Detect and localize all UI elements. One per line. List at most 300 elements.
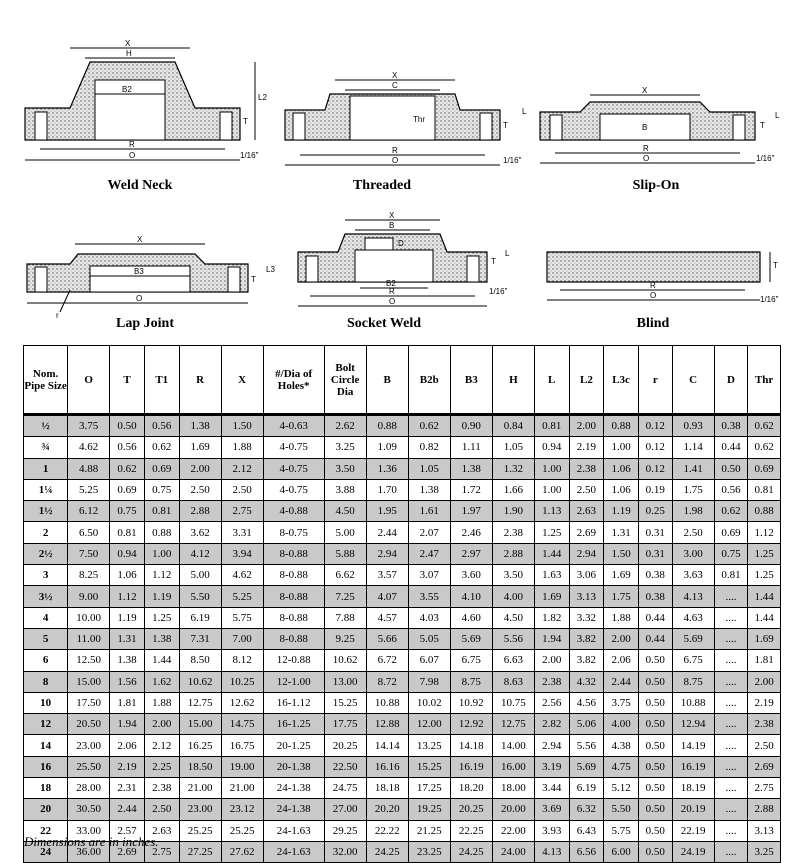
- table-cell: 1.00: [144, 543, 179, 564]
- table-cell: 3.13: [748, 820, 781, 841]
- pipe-size-cell: 22: [24, 820, 68, 841]
- table-cell: 6.63: [492, 650, 534, 671]
- table-cell: 12.50: [68, 650, 110, 671]
- table-cell: 2.00: [748, 671, 781, 692]
- table-row: [24, 778, 781, 799]
- table-cell: 4-0.75: [263, 458, 324, 479]
- socket-weld-label-x: X: [389, 211, 395, 220]
- table-cell: 0.88: [748, 501, 781, 522]
- table-cell: 1.70: [366, 479, 408, 500]
- table-cell: 4.56: [569, 692, 604, 713]
- caption-blind: Blind: [636, 316, 670, 331]
- table-cell: 6.50: [68, 522, 110, 543]
- table-cell: 3.75: [68, 415, 110, 437]
- table-cell: 0.81: [110, 522, 145, 543]
- table-cell: 1.50: [604, 543, 639, 564]
- table-cell: ....: [714, 586, 748, 607]
- table-cell: 2.38: [748, 714, 781, 735]
- table-cell: 1.81: [748, 650, 781, 671]
- table-cell: 15.00: [68, 671, 110, 692]
- socket-weld-label-l: L: [505, 249, 510, 258]
- table-cell: ....: [714, 735, 748, 756]
- table-cell: 0.62: [748, 415, 781, 437]
- weld-neck-label-b2: B2: [122, 85, 132, 94]
- table-cell: 1.56: [110, 671, 145, 692]
- table-cell: 28.00: [68, 778, 110, 799]
- table-cell: 0.62: [408, 415, 450, 437]
- table-row: [24, 586, 781, 607]
- table-cell: 17.25: [408, 778, 450, 799]
- lap-joint-drawing: [27, 235, 275, 320]
- table-cell: 0.69: [748, 458, 781, 479]
- table-header-row: [24, 346, 781, 415]
- table-cell: 3.50: [492, 565, 534, 586]
- table-cell: 5.00: [179, 565, 221, 586]
- table-cell: 3.00: [672, 543, 714, 564]
- table-cell: 18.20: [450, 778, 492, 799]
- table-cell: 7.98: [408, 671, 450, 692]
- table-cell: 1.88: [144, 692, 179, 713]
- table-cell: 4.07: [366, 586, 408, 607]
- column-header: #/Dia of Holes*: [263, 346, 324, 415]
- table-cell: 3.82: [569, 650, 604, 671]
- table-cell: 10.25: [221, 671, 263, 692]
- table-cell: 5.69: [569, 756, 604, 777]
- table-cell: 1.25: [748, 543, 781, 564]
- table-cell: 3.44: [534, 778, 569, 799]
- table-cell: 6.19: [569, 778, 604, 799]
- table-cell: 2.44: [110, 799, 145, 820]
- table-cell: 27.25: [179, 841, 221, 862]
- table-cell: 7.50: [68, 543, 110, 564]
- table-cell: 0.50: [638, 692, 672, 713]
- table-cell: 1.12: [144, 565, 179, 586]
- table-cell: 18.00: [492, 778, 534, 799]
- threaded-label-gap: 1/16": [503, 156, 522, 165]
- table-cell: 2.88: [492, 543, 534, 564]
- table-row: [24, 437, 781, 458]
- table-cell: 8.12: [221, 650, 263, 671]
- threaded-label-t: T: [503, 121, 508, 130]
- table-cell: 2.00: [604, 628, 639, 649]
- table-cell: 2.44: [366, 522, 408, 543]
- table-cell: 2.75: [748, 778, 781, 799]
- table-row: [24, 628, 781, 649]
- table-cell: 18.18: [366, 778, 408, 799]
- pipe-size-cell: 8: [24, 671, 68, 692]
- table-cell: 3.69: [534, 799, 569, 820]
- table-cell: 15.00: [179, 714, 221, 735]
- table-cell: 4.88: [68, 458, 110, 479]
- table-cell: 1.00: [604, 437, 639, 458]
- table-cell: 32.00: [324, 841, 366, 862]
- table-cell: 0.50: [638, 799, 672, 820]
- table-cell: 1.25: [534, 522, 569, 543]
- table-cell: 18.19: [672, 778, 714, 799]
- blind-drawing: [547, 252, 779, 304]
- flange-drawings: [0, 0, 800, 340]
- table-cell: 0.88: [604, 415, 639, 437]
- table-row: [24, 650, 781, 671]
- pipe-size-cell: 3: [24, 565, 68, 586]
- table-cell: 4-0.63: [263, 415, 324, 437]
- pipe-size-cell: 14: [24, 735, 68, 756]
- table-cell: 1.98: [672, 501, 714, 522]
- table-cell: 10.92: [450, 692, 492, 713]
- table-cell: 0.81: [748, 479, 781, 500]
- table-cell: 5.00: [324, 522, 366, 543]
- table-cell: 4.75: [604, 756, 639, 777]
- table-cell: 4.03: [408, 607, 450, 628]
- table-cell: ....: [714, 671, 748, 692]
- table-cell: 1.06: [604, 458, 639, 479]
- slip-on-drawing: [540, 86, 780, 163]
- table-cell: 4.63: [672, 607, 714, 628]
- lap-joint-label-r: r: [56, 311, 59, 320]
- weld-neck-label-t: T: [243, 117, 248, 126]
- table-cell: 22.00: [492, 820, 534, 841]
- table-cell: 2.38: [534, 671, 569, 692]
- table-cell: 8.50: [179, 650, 221, 671]
- table-cell: 3.82: [569, 628, 604, 649]
- table-cell: 24-1.63: [263, 841, 324, 862]
- table-cell: 0.50: [638, 820, 672, 841]
- table-cell: 16.75: [221, 735, 263, 756]
- table-cell: 2.94: [366, 543, 408, 564]
- table-cell: 22.22: [366, 820, 408, 841]
- table-cell: 1.12: [110, 586, 145, 607]
- table-cell: 0.81: [714, 565, 748, 586]
- table-cell: 6.75: [450, 650, 492, 671]
- table-cell: 4.50: [324, 501, 366, 522]
- table-cell: 1.66: [492, 479, 534, 500]
- table-cell: 0.69: [714, 522, 748, 543]
- table-cell: 8-0.88: [263, 565, 324, 586]
- table-cell: 0.50: [110, 415, 145, 437]
- pipe-size-cell: ½: [24, 415, 68, 437]
- table-cell: 1.05: [408, 458, 450, 479]
- table-cell: 2.00: [144, 714, 179, 735]
- table-cell: 2.50: [748, 735, 781, 756]
- table-cell: 0.62: [110, 458, 145, 479]
- table-cell: 0.50: [638, 841, 672, 862]
- pipe-size-cell: 3½: [24, 586, 68, 607]
- table-cell: 24.19: [672, 841, 714, 862]
- column-header: B3: [450, 346, 492, 415]
- table-cell: 0.50: [638, 778, 672, 799]
- lap-joint-label-o: O: [136, 294, 143, 303]
- pipe-size-cell: 16: [24, 756, 68, 777]
- column-header: B: [366, 346, 408, 415]
- table-cell: 3.62: [179, 522, 221, 543]
- socket-weld-label-o: O: [389, 297, 396, 306]
- table-cell: 5.56: [492, 628, 534, 649]
- threaded-label-r: R: [392, 146, 398, 155]
- pipe-size-cell: 2: [24, 522, 68, 543]
- table-cell: 2.94: [569, 543, 604, 564]
- table-cell: 0.94: [534, 437, 569, 458]
- table-cell: 3.06: [569, 565, 604, 586]
- column-header: T1: [144, 346, 179, 415]
- blind-label-r: R: [650, 281, 656, 290]
- table-cell: 1.69: [534, 586, 569, 607]
- slip-on-label-x: X: [642, 86, 648, 95]
- table-cell: 2.19: [569, 437, 604, 458]
- table-cell: 1.38: [450, 458, 492, 479]
- table-cell: 3.31: [221, 522, 263, 543]
- table-cell: 12.94: [672, 714, 714, 735]
- table-cell: 3.32: [569, 607, 604, 628]
- table-cell: 0.84: [492, 415, 534, 437]
- table-cell: 1.19: [604, 501, 639, 522]
- table-cell: 19.00: [221, 756, 263, 777]
- pipe-size-cell: 1¼: [24, 479, 68, 500]
- table-cell: 4.60: [450, 607, 492, 628]
- table-cell: 1.88: [221, 437, 263, 458]
- table-cell: 2.56: [534, 692, 569, 713]
- table-cell: 7.88: [324, 607, 366, 628]
- table-cell: 1.11: [450, 437, 492, 458]
- table-cell: 2.19: [110, 756, 145, 777]
- table-cell: 22.25: [450, 820, 492, 841]
- table-cell: 10.75: [492, 692, 534, 713]
- table-cell: 3.93: [534, 820, 569, 841]
- table-cell: 20.20: [366, 799, 408, 820]
- column-header: H: [492, 346, 534, 415]
- table-cell: 1.72: [450, 479, 492, 500]
- socket-weld-label-d: D: [398, 239, 404, 248]
- table-cell: 2.69: [110, 841, 145, 862]
- column-header: L3c: [604, 346, 639, 415]
- table-row: [24, 565, 781, 586]
- table-cell: 22.19: [672, 820, 714, 841]
- table-cell: 16-1.12: [263, 692, 324, 713]
- table-cell: 5.75: [221, 607, 263, 628]
- table-cell: 3.13: [569, 586, 604, 607]
- table-row: [24, 607, 781, 628]
- table-cell: 7.31: [179, 628, 221, 649]
- table-cell: 0.25: [638, 501, 672, 522]
- table-cell: 1.44: [748, 607, 781, 628]
- table-cell: 2.38: [492, 522, 534, 543]
- table-cell: 12-1.00: [263, 671, 324, 692]
- table-cell: 10.88: [672, 692, 714, 713]
- slip-on-label-r: R: [643, 144, 649, 153]
- table-cell: 4.12: [179, 543, 221, 564]
- table-cell: 20.19: [672, 799, 714, 820]
- table-cell: 0.50: [638, 735, 672, 756]
- table-cell: 12.75: [179, 692, 221, 713]
- table-cell: 2.12: [144, 735, 179, 756]
- pipe-size-cell: 20: [24, 799, 68, 820]
- table-cell: 1.31: [604, 522, 639, 543]
- table-cell: 5.75: [604, 820, 639, 841]
- table-cell: 2.38: [569, 458, 604, 479]
- table-cell: 8.75: [672, 671, 714, 692]
- table-cell: 0.38: [638, 586, 672, 607]
- table-cell: ....: [714, 692, 748, 713]
- table-cell: 0.44: [638, 628, 672, 649]
- weld-neck-label-gap: 1/16": [240, 151, 259, 160]
- table-cell: 20.25: [324, 735, 366, 756]
- table-cell: 1.38: [179, 415, 221, 437]
- slip-on-label-gap: 1/16": [756, 154, 775, 163]
- column-header: L: [534, 346, 569, 415]
- table-cell: 20-1.25: [263, 735, 324, 756]
- table-cell: 0.90: [450, 415, 492, 437]
- table-cell: 2.38: [144, 778, 179, 799]
- caption-slip-on: Slip-On: [632, 178, 680, 193]
- table-row: [24, 671, 781, 692]
- table-cell: 24.75: [324, 778, 366, 799]
- table-cell: 12.88: [366, 714, 408, 735]
- table-cell: 4.62: [68, 437, 110, 458]
- table-cell: 16.19: [672, 756, 714, 777]
- table-cell: 20.00: [492, 799, 534, 820]
- table-cell: 5.12: [604, 778, 639, 799]
- table-cell: 24.25: [450, 841, 492, 862]
- socket-weld-label-b2: B2: [386, 279, 396, 288]
- table-cell: 1.19: [144, 586, 179, 607]
- table-cell: 1.14: [672, 437, 714, 458]
- column-header: Nom. Pipe Size: [24, 346, 68, 415]
- table-cell: 13.00: [324, 671, 366, 692]
- table-cell: 8-0.88: [263, 607, 324, 628]
- table-cell: 20.25: [450, 799, 492, 820]
- pipe-size-cell: 12: [24, 714, 68, 735]
- table-cell: 20.50: [68, 714, 110, 735]
- table-cell: ....: [714, 628, 748, 649]
- threaded-label-o: O: [392, 156, 399, 165]
- table-cell: 16.00: [492, 756, 534, 777]
- flange-dimensions-table: [23, 345, 781, 863]
- table-cell: 0.38: [638, 565, 672, 586]
- table-cell: 2.63: [569, 501, 604, 522]
- table-cell: 0.69: [144, 458, 179, 479]
- table-row: [24, 714, 781, 735]
- table-cell: 1.41: [672, 458, 714, 479]
- weld-neck-label-h: H: [126, 49, 132, 58]
- table-cell: 18.50: [179, 756, 221, 777]
- table-cell: 2.69: [748, 756, 781, 777]
- table-cell: 24.00: [492, 841, 534, 862]
- flange-diagrams: [0, 0, 800, 340]
- table-row: [24, 501, 781, 522]
- table-cell: 2.94: [534, 735, 569, 756]
- table-cell: 2.25: [144, 756, 179, 777]
- table-cell: 3.63: [672, 565, 714, 586]
- table-cell: 4.50: [492, 607, 534, 628]
- table-cell: 1.44: [748, 586, 781, 607]
- table-cell: 1.05: [492, 437, 534, 458]
- table-cell: 2.47: [408, 543, 450, 564]
- table-cell: 2.31: [110, 778, 145, 799]
- table-cell: 1.69: [179, 437, 221, 458]
- blind-label-o: O: [650, 291, 657, 300]
- table-cell: 1.06: [604, 479, 639, 500]
- table-cell: 0.56: [714, 479, 748, 500]
- table-cell: 5.69: [450, 628, 492, 649]
- table-row: [24, 756, 781, 777]
- table-row: [24, 479, 781, 500]
- weld-neck-label-l2: L2: [258, 93, 267, 102]
- table-cell: 1.94: [534, 628, 569, 649]
- table-cell: 5.56: [569, 735, 604, 756]
- table-cell: 30.50: [68, 799, 110, 820]
- table-cell: 3.25: [324, 437, 366, 458]
- table-cell: 5.25: [221, 586, 263, 607]
- slip-on-label-b: B: [642, 123, 648, 132]
- table-cell: 3.50: [324, 458, 366, 479]
- column-header: Bolt Circle Dia: [324, 346, 366, 415]
- table-cell: 1.06: [110, 565, 145, 586]
- table-cell: 7.00: [221, 628, 263, 649]
- table-cell: 1.38: [408, 479, 450, 500]
- table-cell: 8.75: [450, 671, 492, 692]
- table-cell: 4.38: [604, 735, 639, 756]
- weld-neck-drawing: [25, 39, 267, 160]
- table-cell: 0.82: [408, 437, 450, 458]
- table-cell: 1.00: [534, 458, 569, 479]
- table-cell: 29.25: [324, 820, 366, 841]
- table-cell: 0.62: [144, 437, 179, 458]
- table-cell: 7.25: [324, 586, 366, 607]
- table-cell: 2.06: [110, 735, 145, 756]
- table-cell: 0.62: [714, 501, 748, 522]
- table-cell: 2.50: [144, 799, 179, 820]
- table-cell: 1.32: [492, 458, 534, 479]
- table-cell: 1.31: [110, 628, 145, 649]
- table-cell: 0.69: [110, 479, 145, 500]
- table-cell: 33.00: [68, 820, 110, 841]
- table-cell: 1.63: [534, 565, 569, 586]
- column-header: X: [221, 346, 263, 415]
- table-cell: 1.44: [144, 650, 179, 671]
- table-cell: 27.00: [324, 799, 366, 820]
- table-cell: 1.69: [604, 565, 639, 586]
- threaded-label-x: X: [392, 71, 398, 80]
- table-cell: 24-1.38: [263, 799, 324, 820]
- table-cell: 8.72: [366, 671, 408, 692]
- socket-weld-label-t: T: [491, 257, 496, 266]
- table-cell: 10.62: [179, 671, 221, 692]
- table-cell: 12.75: [492, 714, 534, 735]
- table-cell: 0.50: [638, 671, 672, 692]
- table-cell: 1.88: [604, 607, 639, 628]
- table-cell: 4-0.75: [263, 437, 324, 458]
- table-cell: 20-1.38: [263, 756, 324, 777]
- lap-joint-label-l3: L3: [266, 265, 275, 274]
- table-cell: 2.97: [450, 543, 492, 564]
- column-header: C: [672, 346, 714, 415]
- table-cell: 1.12: [748, 522, 781, 543]
- table-cell: 14.19: [672, 735, 714, 756]
- table-cell: ....: [714, 799, 748, 820]
- socket-weld-label-r: R: [389, 287, 395, 296]
- table-cell: 23.00: [179, 799, 221, 820]
- table-row: [24, 415, 781, 437]
- table-cell: 12.62: [221, 692, 263, 713]
- table-cell: ....: [714, 841, 748, 862]
- table-cell: 1.69: [748, 628, 781, 649]
- pipe-size-cell: 2½: [24, 543, 68, 564]
- table-cell: 0.93: [672, 415, 714, 437]
- table-cell: 9.00: [68, 586, 110, 607]
- table-cell: 16-1.25: [263, 714, 324, 735]
- table-cell: 6.62: [324, 565, 366, 586]
- table-cell: 14.75: [221, 714, 263, 735]
- table-cell: 25.50: [68, 756, 110, 777]
